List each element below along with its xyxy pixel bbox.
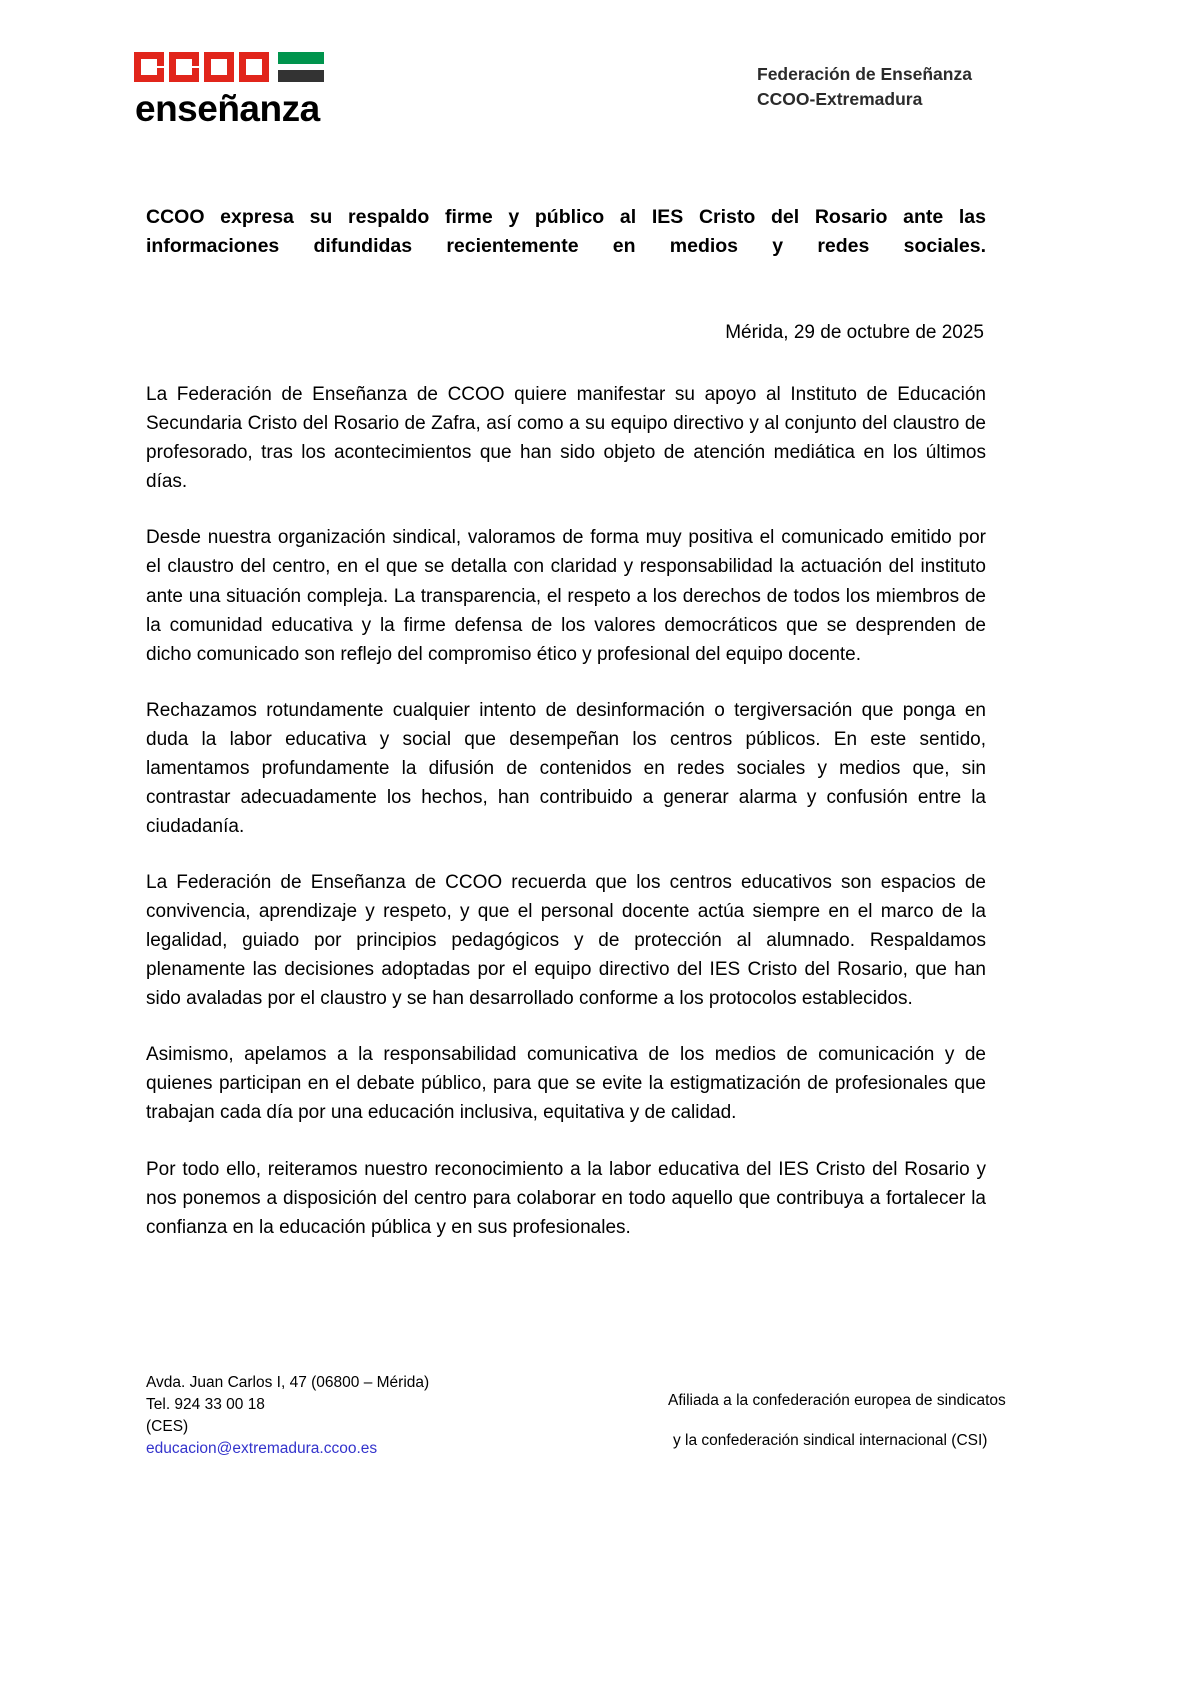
footer-affiliation-line-2: y la confederación sindical internacional (CSI) bbox=[673, 1431, 988, 1449]
footer-affiliation-line-1: Afiliada a la confederación europea de sindicatos bbox=[668, 1392, 1006, 1409]
footer-affiliation-block bbox=[668, 1390, 1088, 1451]
letter-o-icon bbox=[239, 52, 269, 82]
footer-email-link[interactable]: educacion@extremadura.ccoo.es bbox=[146, 1440, 378, 1457]
letter-c-icon bbox=[169, 52, 199, 82]
footer-contact-block bbox=[146, 1372, 429, 1460]
federation-line-2: CCOO-Extremadura bbox=[757, 89, 923, 110]
flag-stripe-black bbox=[278, 70, 324, 82]
extremadura-flag-icon bbox=[278, 52, 324, 82]
dateline: Mérida, 29 de octubre de 2025 bbox=[725, 321, 984, 343]
letter-o-icon bbox=[204, 52, 234, 82]
body-paragraph: Por todo ello, reiteramos nuestro reconocimiento a la labor educativa del IES Cristo del Rosario y nos ponemos a disposición del centro para colaborar en todo aquello que contribuya a fortalecer la confianza en la educación pública y en sus profesionales. bbox=[146, 1158, 986, 1238]
body-paragraph: Desde nuestra organización sindical, valoramos de forma muy positiva el comunicado emitido por el claustro del centro, en el que se detalla con claridad y responsabilidad la actuación del instituto ante una situación compleja. La transparencia, el respeto a los derechos de todos los miembros de la comunidad educativa y la firme defensa de los valores democráticos que se desprenden de dicho comunicado son reflejo del compromiso ético y profesional del equipo docente. bbox=[146, 527, 986, 665]
ccoo-logo-mark bbox=[134, 52, 474, 84]
body-paragraph: Asimismo, apelamos a la responsabilidad comunicativa de los medios de comunicación y de quienes participan en el debate público, para que se evite la estigmatización de profesionales que trabajan cada día por una educación inclusiva, equitativa y de calidad. bbox=[146, 1044, 986, 1124]
letter-c-icon bbox=[134, 52, 164, 82]
federation-heading bbox=[757, 62, 972, 113]
footer-phone: Tel. 924 33 00 18 bbox=[146, 1396, 265, 1413]
footer-address: Avda. Juan Carlos I, 47 (06800 – Mérida) bbox=[146, 1374, 430, 1391]
document-body bbox=[146, 203, 986, 1242]
flag-stripe-green bbox=[278, 52, 324, 64]
logo-sector-label: enseñanza bbox=[135, 88, 320, 129]
ccoo-logo bbox=[134, 52, 474, 127]
footer-ces: (CES) bbox=[146, 1418, 189, 1435]
document-footer bbox=[0, 1372, 1200, 1492]
page-title: CCOO expresa su respaldo firme y público al IES Cristo del Rosario ante las informaciones difundidas recientemente en medios y redes sociales. bbox=[146, 206, 986, 257]
ccoo-letters-icon bbox=[134, 52, 269, 82]
document-header bbox=[0, 52, 1200, 142]
federation-line-1: Federación de Enseñanza bbox=[757, 64, 972, 84]
body-paragraph: La Federación de Enseñanza de CCOO recuerda que los centros educativos son espacios de convivencia, aprendizaje y respeto, y que el personal docente actúa siempre en el marco de la legalidad, guiado por principios pedagógicos y de protección al alumnado. Respaldamos plenamente las decisiones adoptadas por el equipo directivo del IES Cristo del Rosario, que han sido avaladas por el claustro y se han desarrollado conforme a los protocolos establecidos. bbox=[146, 872, 986, 1010]
body-paragraph: Rechazamos rotundamente cualquier intento de desinformación o tergiversación que ponga en duda la labor educativa y social que desempeñan los centros públicos. En este sentido, lamentamos profundamente la difusión de contenidos en redes sociales y medios que, sin contrastar adecuadamente los hechos, han contribuido a generar alarma y confusión entre la ciudadanía. bbox=[146, 699, 986, 837]
body-paragraph: La Federación de Enseñanza de CCOO quiere manifestar su apoyo al Instituto de Educación Secundaria Cristo del Rosario de Zafra, así como a su equipo directivo y al conjunto del claustro de profesorado, tras los acontecimientos que han sido objeto de atención mediática en los últimos días. bbox=[146, 384, 986, 493]
